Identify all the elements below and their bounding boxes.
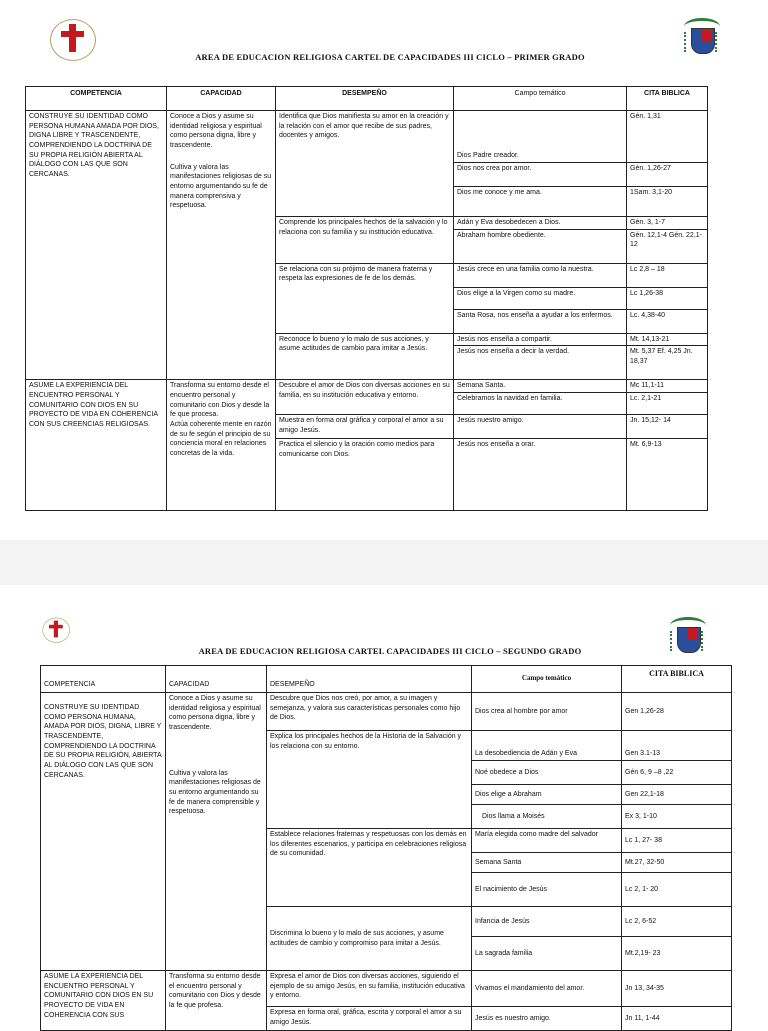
campo-cell: Infancia de Jesús — [472, 907, 622, 937]
campo-cell: Santa Rosa, nos enseña a ayudar a los enfermos. — [454, 309, 627, 333]
campo-cell: La sagrada familia — [472, 937, 622, 971]
campo-cell: Adán y Eva desobedecen a Dios. — [454, 217, 627, 230]
bishop-coat-of-arms-logo — [682, 18, 722, 62]
desempeno-cell: Identifica que Dios manifiesta su amor en la creación y la relación con el amor que recibe de sus padres, docentes y amigos. — [276, 111, 454, 217]
campo-cell: Dios Padre creador. — [454, 111, 627, 163]
campo-cell: Jesús nuestro amigo. — [454, 414, 627, 438]
cita-cell: Mt.2,19- 23 — [622, 937, 732, 971]
desempeno-cell: Expresa el amor de Dios con diversas acciones, siguiendo el ejemplo de su amigo Jesús, en su familia, institución educativa y entorno. — [267, 971, 472, 1007]
cita-cell: Jn 11, 1-44 — [622, 1007, 732, 1031]
page-title: AREA DE EDUCACION RELIGIOSA CARTEL DE CAPACIDADES III CICLO – PRIMER GRADO — [195, 52, 585, 62]
cita-cell: Lc 1,26-38 — [627, 287, 708, 309]
campo-cell: Jesús nos enseña a decir la verdad. — [454, 346, 627, 380]
campo-cell: Dios crea al hombre por amor — [472, 693, 622, 731]
campo-cell: Noé obedece a Dios — [472, 761, 622, 785]
cita-cell: 1Sam. 3,1-20 — [627, 187, 708, 217]
header-competencia: COMPETENCIA — [26, 87, 167, 111]
campo-cell: Dios llama a Moisés — [472, 805, 622, 829]
capacidad-text: Cultiva y valora las manifestaciones religiosas de su entorno argumentando su fe de manera comprensiva y respetuosa. — [170, 163, 272, 210]
header-cita: CITA BIBLICA — [627, 87, 708, 111]
campo-cell: Semana Santa. — [454, 380, 627, 393]
cita-cell: Mc 11,1-11 — [627, 380, 708, 393]
capacidad-cell — [167, 111, 276, 380]
page-title: AREA DE EDUCACION RELIGIOSA CARTEL CAPACIDADES III CICLO – SEGUNDO GRADO — [198, 646, 582, 656]
campo-cell: Jesús nos enseña a orar. — [454, 438, 627, 510]
cita-cell: Lc. 2,1-21 — [627, 392, 708, 414]
campo-cell: Jesús nos enseña a compartir. — [454, 333, 627, 346]
campo-cell: Dios elige a Abraham — [472, 785, 622, 805]
cita-cell: Ex 3, 1-10 — [622, 805, 732, 829]
competencia-cell: ASUME LA EXPERIENCIA DEL ENCUENTRO PERSONAL Y COMUNITARIO CON DIOS EN SU PROYECTO DE VIDA EN COHERENCIA CON SUS CREENCIAS RELIGIOSAS. — [26, 380, 167, 511]
cita-cell: Lc 2, 6-52 — [622, 907, 732, 937]
desempeno-cell: Expresa en forma oral, gráfica, escrita y corporal el amor a su amigo Jesús. — [267, 1007, 472, 1031]
campo-cell: Abraham hombre obediente. — [454, 229, 627, 263]
cita-cell: Gén. 12,1-4 Gén. 22,1-12 — [627, 229, 708, 263]
desempeno-cell: Comprende los principales hechos de la salvación y lo relaciona con su familia y su institución educativa. — [276, 217, 454, 264]
capacidad-text: Conoce a Dios y asume su identidad religiosa y espiritual como persona digna, libre y trascendente. — [169, 695, 261, 731]
table-row — [41, 693, 732, 731]
campo-cell: María elegida como madre del salvador — [472, 829, 622, 853]
second-grade-sheet — [0, 585, 768, 1024]
capacities-table — [40, 665, 732, 1031]
desempeno-cell: Reconoce lo bueno y lo malo de sus acciones, y asume actitudes de cambio para imitar a Jesús. — [276, 333, 454, 380]
capacities-table — [25, 86, 708, 511]
competencia-cell: ASUME LA EXPERIENCIA DEL ENCUENTRO PERSONAL Y COMUNITARIO CON DIOS EN SU PROYECTO DE VIDA EN COHERENCIA CON SUS — [41, 971, 166, 1031]
cita-cell: Mt. 14,13-21 — [627, 333, 708, 346]
cita-cell: Lc 1, 27- 38 — [622, 829, 732, 853]
campo-cell: Celebramos la navidad en familia. — [454, 392, 627, 414]
campo-cell: Dios me conoce y me ama. — [454, 187, 627, 217]
table-row — [26, 380, 708, 393]
cita-cell: Lc 2,8 – 18 — [627, 263, 708, 287]
capacidad-text: Transforma su entorno desde el encuentro personal y comunitario con Dios y desde la fe que procesa. — [170, 382, 270, 419]
cita-cell: Lc. 4,38-40 — [627, 309, 708, 333]
cita-cell: Jn 13, 34-35 — [622, 971, 732, 1007]
campo-cell: Jesús es nuestro amigo. — [472, 1007, 622, 1031]
school-crest-logo — [40, 617, 71, 643]
header-capacidad: CAPACIDAD — [167, 87, 276, 111]
capacidad-cell — [167, 380, 276, 511]
header-desempeno: DESEMPEÑO — [276, 87, 454, 111]
desempeno-cell: Descubre que Dios nos creó, por amor, a su imagen y semejanza, y valora sus características personales como hijo de Dios. — [267, 693, 472, 731]
cita-cell: Gen 1,26-28 — [622, 693, 732, 731]
cita-cell: Gén. 1,31 — [627, 111, 708, 163]
header-capacidad: CAPACIDAD — [166, 666, 267, 693]
campo-cell: Jesús crece en una familia como la nuestra. — [454, 263, 627, 287]
cita-cell: Gén. 1,26-27 — [627, 163, 708, 187]
capacidad-text: Actúa coherente mente en razón de su fe según el principio de su conciencia moral en relaciones concretas de la vida. — [170, 420, 272, 457]
table-header-row — [41, 666, 732, 693]
cita-cell: Gén. 3, 1-7 — [627, 217, 708, 230]
cita-cell: Gen 3.1-13 — [622, 731, 732, 761]
cita-cell: Gen 22,1-18 — [622, 785, 732, 805]
header-campo: Campo temático — [472, 666, 622, 693]
competencia-cell: CONSTRUYE SU IDENTIDAD COMO PERSONA HUMANA, AMADA POR DIOS, DIGNA, LIBRE Y TRASCENDENTE, COMPRENDIENDO LA DOCTRINA DE SU PROPIA RELIGIÓN, ABIERTA AL DIÁLOGO CON LAS QUE SON CERCANAS. — [41, 693, 166, 971]
table-row — [26, 111, 708, 163]
cita-cell: Mt. 6,9-13 — [627, 438, 708, 510]
capacidad-text: Cultiva y valora las manifestaciones religiosas de su entorno argumentando su fe de manera comprensible y respetuosa. — [169, 769, 261, 816]
competencia-cell: CONSTRUYE SU IDENTIDAD COMO PERSONA HUMANA AMADA POR DIOS, DIGNA LIBRE Y TRASCENDENTE, COMPRENDIENDO LA DOCTRINA DE SU PROPIA RELIGIÓN ABIERTA AL DIÁLOGO CON LAS QUE SON CERCANAS. — [26, 111, 167, 380]
header-campo: Campo temático — [454, 87, 627, 111]
desempeno-cell: Descubre el amor de Dios con diversas acciones en su familia, en su institución educativa y entorno. — [276, 380, 454, 415]
desempeno-cell: Explica los principales hechos de la Historia de la Salvación y los relaciona con su entorno. — [267, 731, 472, 829]
capacidad-text: Conoce a Dios y asume su identidad religiosa y espiritual como persona digna, libre y trascendente. — [170, 113, 262, 149]
desempeno-cell: Discrimina lo bueno y lo malo de sus acciones, y asume actitudes de cambio y compromiso para imitar a Jesús. — [267, 907, 472, 971]
campo-cell: Vivamos el mandamiento del amor. — [472, 971, 622, 1007]
cita-cell: Mt.27, 32-50 — [622, 853, 732, 873]
cita-cell: Lc 2, 1- 20 — [622, 873, 732, 907]
campo-cell: Semana Santa — [472, 853, 622, 873]
cita-cell: Jn. 15,12- 14 — [627, 414, 708, 438]
table-header-row — [26, 87, 708, 111]
campo-cell: Dios nos crea por amor. — [454, 163, 627, 187]
campo-cell: El nacimiento de Jesús — [472, 873, 622, 907]
cita-cell: Mt. 5,37 Ef. 4,25 Jn. 18,37 — [627, 346, 708, 380]
campo-cell: La desobediencia de Adán y Eva — [472, 731, 622, 761]
header-desempeno: DESEMPEÑO — [267, 666, 472, 693]
desempeno-cell: Establece relaciones fraternas y respetuosas con los demás en los diferentes escenarios, y participa en celebraciones religiosa de su comunidad. — [267, 829, 472, 907]
table-row — [41, 971, 732, 1007]
header-competencia: COMPETENCIA — [41, 666, 166, 693]
cita-cell: Gén 6, 9 –8 ,22 — [622, 761, 732, 785]
school-crest-logo — [46, 18, 98, 62]
desempeno-cell: Muestra en forma oral gráfica y corporal el amor a su amigo Jesús. — [276, 414, 454, 438]
page-separator — [0, 540, 768, 585]
desempeno-cell: Se relaciona con su prójimo de manera fraterna y respeta las expresiones de fe de los demás. — [276, 263, 454, 333]
capacidad-cell — [166, 693, 267, 971]
desempeno-cell: Practica el silencio y la oración como medios para comunicarse con Dios. — [276, 438, 454, 510]
bishop-coat-of-arms-logo — [668, 617, 708, 661]
header-cita: CITA BIBLICA — [622, 666, 732, 693]
campo-cell: Dios elige a la Virgen como su madre. — [454, 287, 627, 309]
capacidad-cell: Transforma su entorno desde el encuentro personal y comunitario con Dios y desde la fe que profesa. — [166, 971, 267, 1031]
